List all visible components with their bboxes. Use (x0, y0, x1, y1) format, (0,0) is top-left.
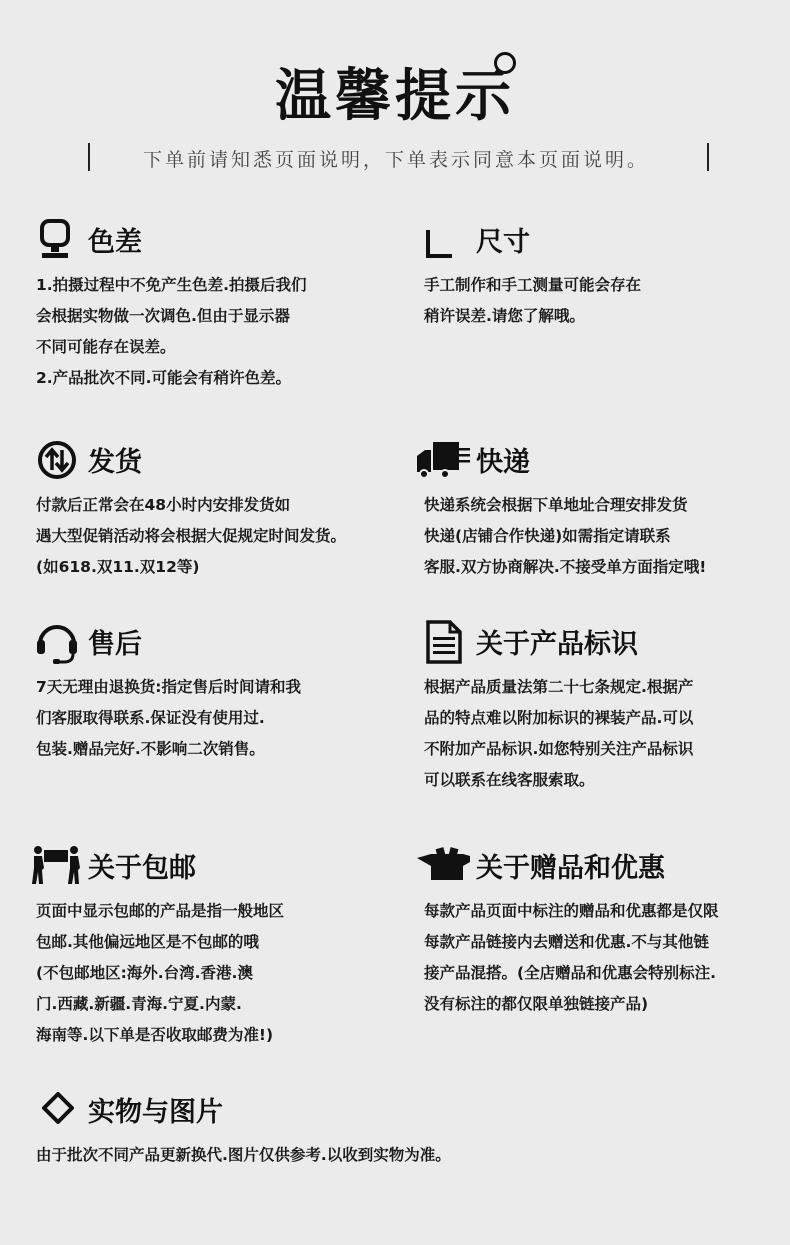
section-line: 没有标注的都仅限单独链接产品) (424, 995, 649, 1013)
diamond-icon (36, 1088, 82, 1132)
section-free-shipping (36, 844, 284, 1051)
page-title: 温馨提示 (275, 63, 515, 129)
section-title: 发货 (88, 447, 142, 478)
porters-carrying-box-icon (28, 844, 82, 888)
section-line: 每款产品链接内去赠送和优惠.不与其他链 (424, 933, 709, 951)
section-line: 1.拍摄过程中不免产生色差.拍摄后我们 (36, 276, 307, 294)
section-line: 接产品混搭。(全店赠品和优惠会特别标注. (424, 964, 716, 982)
section-line: (不包邮地区:海外.台湾.香港.澳 (36, 964, 253, 982)
section-line: 页面中显示包邮的产品是指一般地区 (36, 902, 285, 920)
section-size (424, 218, 641, 332)
section-line: 品的特点难以附加标识的裸装产品.可以 (424, 709, 694, 727)
section-gifts (424, 844, 719, 1020)
section-real-item (36, 1088, 451, 1171)
section-line: 们客服取得联系.保证没有使用过. (36, 709, 265, 727)
section-line: 由于批次不同产品更新换代.图片仅供参考.以收到实物为准。 (36, 1146, 451, 1164)
section-line: 遇大型促销活动将会根据大促规定时间发货。 (36, 527, 347, 545)
section-title: 色差 (88, 227, 142, 258)
section-title: 快递 (476, 447, 530, 478)
section-line: 稍许误差.请您了解哦。 (424, 307, 585, 325)
section-line: 付款后正常会在48小时内安排发货如 (36, 496, 291, 514)
section-line: 根据产品质量法第二十七条规定.根据产 (424, 678, 694, 696)
refresh-arrows-icon (36, 438, 82, 482)
section-express (424, 438, 706, 583)
monitor-icon (36, 218, 82, 262)
section-line: 包装.赠品完好.不影响二次销售。 (36, 740, 265, 758)
section-title: 关于包邮 (88, 853, 196, 884)
document-icon (424, 620, 470, 664)
section-line: 快递(店铺合作快递)如需指定请联系 (424, 527, 671, 545)
headset-icon (36, 620, 82, 664)
section-line: 7天无理由退换货:指定售后时间请和我 (36, 678, 301, 696)
section-line: 每款产品页面中标注的赠品和优惠都是仅限 (424, 902, 719, 920)
title-ornament-icon (494, 52, 516, 74)
section-line: 快递系统会根据下单地址合理安排发货 (424, 496, 688, 514)
section-line: 包邮.其他偏远地区是不包邮的哦 (36, 933, 259, 951)
section-shipping (36, 438, 346, 583)
section-after-sales (36, 620, 301, 765)
section-color-diff (36, 218, 307, 394)
page-subtitle: 下单前请知悉页面说明，下单表示同意本页面说明。 (142, 149, 649, 171)
section-title: 售后 (88, 629, 142, 660)
section-title: 尺寸 (476, 227, 530, 258)
section-line: 门.西藏.新疆.青海.宁夏.内蒙. (36, 995, 242, 1013)
open-box-icon (406, 844, 470, 888)
section-product-label (424, 620, 693, 796)
section-line: 不附加产品标识.如您特别关注产品标识 (424, 740, 694, 758)
delivery-truck-icon (406, 438, 470, 482)
section-line: 客服.双方协商解决.不接受单方面指定哦! (424, 558, 707, 576)
divider-right (707, 143, 709, 171)
section-title: 实物与图片 (88, 1097, 223, 1128)
section-line: 会根据实物做一次调色.但由于显示器 (36, 307, 290, 325)
section-line: 海南等.以下单是否收取邮费为准!) (36, 1026, 274, 1044)
section-line: 手工制作和手工测量可能会存在 (424, 276, 642, 294)
section-line: 2.产品批次不同.可能会有稍许色差。 (36, 369, 292, 387)
ruler-corner-icon (424, 218, 470, 262)
divider-left (88, 143, 90, 171)
section-line: (如618.双11.双12等) (36, 558, 200, 576)
section-line: 可以联系在线客服索取。 (424, 771, 595, 789)
section-title: 关于产品标识 (476, 629, 638, 660)
section-title: 关于赠品和优惠 (476, 853, 665, 884)
section-line: 不同可能存在误差。 (36, 338, 176, 356)
